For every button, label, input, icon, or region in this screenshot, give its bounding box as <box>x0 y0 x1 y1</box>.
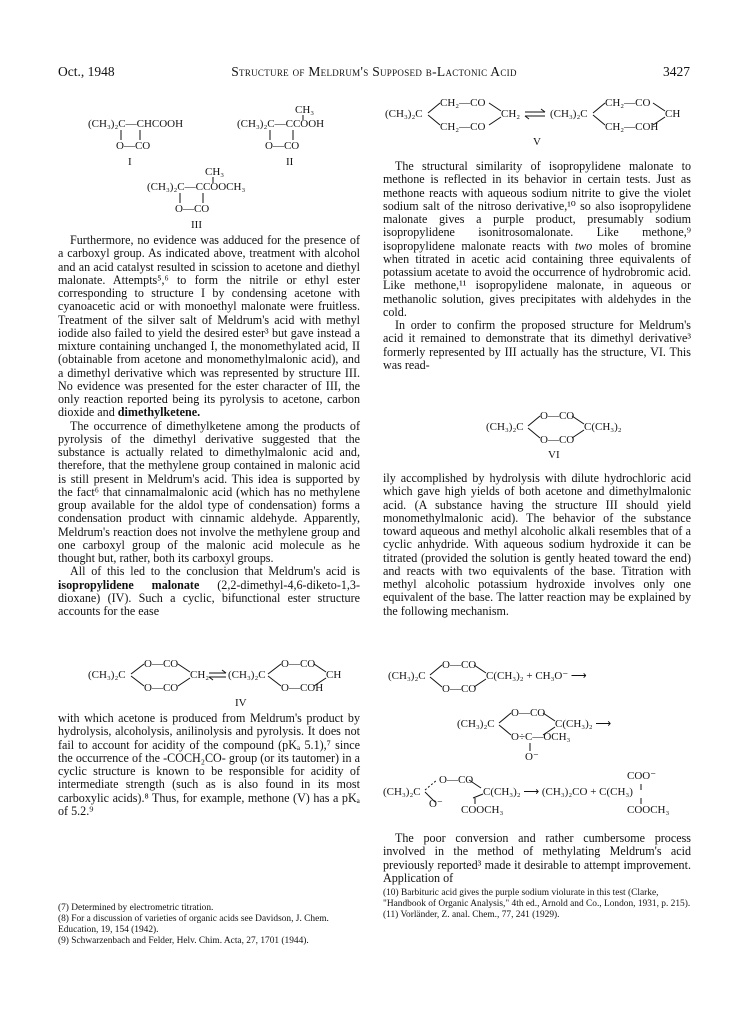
structure-II-methyl: CH₃ <box>295 104 315 116</box>
structure-III-label: III <box>191 219 202 231</box>
paragraph: ily accomplished by hydrolysis with dilute hydrochloric acid which gave high yields of both acetone and dimethylmalonic acid. (A substance having the structure III should yield monomethylmalonic acid). The behavior of the substance toward aqueous and methyl alcoholic alkali resembles that of a cyclic anhydride. With aqueous sodium hydroxide it can be titrated (provided the solution is gently heated toward the end) and reacts with two equivalents of the base. Titration with methyl alcoholic potassium hydroxide involves only one equivalent of the base. The latter reaction may be explained by the following mechanism. <box>383 471 691 618</box>
mechanism-3-prefix: (CH₃)₂C <box>383 786 421 798</box>
mechanism-2-right: C(CH₃)₂ ⟶ <box>555 718 612 730</box>
mechanism-2-prefix: (CH₃)₂C <box>457 718 495 730</box>
structure-V-label: V <box>533 136 541 148</box>
mechanism-1-top: O—CO <box>442 659 477 671</box>
structure-IV-right-bottom: O—COH <box>281 682 324 694</box>
footnote-7: (7) Determined by electrometric titration. <box>58 903 214 913</box>
header-date: Oct., 1948 <box>58 64 115 79</box>
right-column-text-2 <box>383 472 691 618</box>
structure-IV-right-right: CH <box>326 669 342 681</box>
left-column-text-1 <box>58 234 360 618</box>
structure-V-right-top: CH₂—CO <box>605 97 651 109</box>
mechanism-1-bottom: O—CO <box>442 683 477 695</box>
mechanism-2-ominus: O⁻ <box>525 751 539 763</box>
paragraph: In order to confirm the proposed structure for Meldrum's acid it remained to demonstrate that its dimethyl derivative³ formerly represented by III actually has the structure, VI. This was read- <box>383 318 691 372</box>
structure-IV-left-right: CH₂ <box>190 669 210 681</box>
structure-IV-left-prefix: (CH₃)₂C <box>88 669 126 681</box>
structure-III <box>147 166 246 238</box>
paragraph: with which acetone is produced from Meldrum's product by hydrolysis, alcoholysis, anilinolysis and pyrolysis. It does not fail to account for acidity of the compound (pKₐ 5.1),⁷ since the occurrence of the -COCH₂CO- group (or its tautomer) in a cyclic structure is known to be responsible for acidity of intermediate strength (such as is also found in its most carboxylic acids).⁸ Thus, for example, methone (V) has a pKₐ of 5.2.⁹ <box>58 711 360 818</box>
mechanism-1-prefix: (CH₃)₂C <box>388 670 426 682</box>
paragraph: The structural similarity of isopropylidene malonate to methone is reflected in its behavior in certain tests. Just as methone reacts with aqueous sodium nitrite to give the violet sodium salt of the nitroso derivative,¹⁰ so also isopropylidene malonate gives a purple product, presumably sodium isopropylidene isonitrosomalonate. Like methone,⁹ isopropylidene malonate reacts with two moles of bromine when titrated in acetic acid containing three equivalents of potassium acetate to avoid the occurrence of hydrobromic acid. Like methone,¹¹ isopropylidene malonate, in aqueous or methanolic solution, gives precipitates with aldehydes in the cold. <box>383 159 691 319</box>
mechanism-step-2-bonds <box>457 707 697 767</box>
structure-VI-prefix: (CH₃)₂C <box>486 421 524 433</box>
structure-V-left-bottom: CH₂—CO <box>440 121 486 133</box>
structure-III-ring: O—CO <box>175 203 210 215</box>
structure-V-left-right: CH₂ <box>501 108 521 120</box>
structure-IV-right-top: O—CO <box>281 658 316 670</box>
structure-IV-right-prefix: (CH₃)₂C <box>228 669 266 681</box>
structure-IV-left-bottom: O—CO <box>144 682 179 694</box>
mechanism-3-cooch3b: COOCH₃ <box>627 804 670 816</box>
structure-I-formula: (CH₃)₂C—CHCOOH <box>88 118 184 130</box>
footnotes-left <box>58 903 360 947</box>
structure-VI-top: O—CO <box>540 410 575 422</box>
structure-I <box>88 104 184 168</box>
mechanism-step-1 <box>388 659 587 731</box>
running-header <box>58 64 690 82</box>
mechanism-3-cooch3: COOCH₃ <box>461 804 504 816</box>
header-title: Structure of Meldrum's Supposed β-Lactonic Acid <box>231 64 517 79</box>
footnote-10: (10) Barbituric acid gives the purple sodium violurate in this test (Clarke, "Handbook of Organic Analysis," 4th ed., Arnold and Co., London, 1931, p. 215). <box>383 888 691 909</box>
structure-VI-label: VI <box>548 449 560 461</box>
mechanism-3-top: O—CO <box>439 774 474 786</box>
mechanism-3-right: C(CH₃)₂ ⟶ (CH₃)₂CO + C(CH₃) <box>483 786 633 798</box>
left-column-text-2 <box>58 712 360 818</box>
structure-I-ring: O—CO <box>116 140 151 152</box>
footnotes-right <box>383 888 691 921</box>
structure-IV-label: IV <box>235 697 247 709</box>
mechanism-2-bottom: O÷C—OCH₃ <box>511 731 571 743</box>
paragraph: The poor conversion and rather cumbersome process involved in the method of methylating Meldrum's acid previously reported³ made it desirable to attempt improvement. Application of <box>383 831 691 885</box>
mechanism-3-ominus: O⁻ <box>429 798 443 810</box>
structure-V-right-prefix: (CH₃)₂C <box>550 108 588 120</box>
mechanism-3-coo: COO⁻ <box>627 770 657 782</box>
structure-VI-bottom: O—CO <box>540 434 575 446</box>
structure-IV-left-top: O—CO <box>144 658 179 670</box>
structure-I-label: I <box>128 156 132 168</box>
mechanism-1-right: C(CH₃)₂ + CH₃O⁻ ⟶ <box>486 670 587 682</box>
structure-III-methyl: CH₃ <box>205 166 225 178</box>
structure-V-left-prefix: (CH₃)₂C <box>385 108 423 120</box>
footnote-11: (11) Vorländer, Z. anal. Chem., 77, 241 (1929). <box>383 910 560 920</box>
structure-II-formula: (CH₃)₂C—CCOOH <box>237 118 325 130</box>
structure-VI-right: C(CH₃)₂ <box>584 421 622 433</box>
structure-V-right-right: CH <box>665 108 681 120</box>
paragraph: Furthermore, no evidence was adduced for the presence of a carboxyl group. As indicated above, treatment with alcohol and an acid catalyst resulted in scission to acetone and diethyl malonate. Attempts⁵,⁶ to form the nitrile or ethyl ester corresponding to structure I by condensing acetone with cyanoacetic acid or with monoethyl malonate were fruitless. Treatment of the silver salt of Meldrum's acid with methyl iodide also failed to yield the desired ester³ but gave instead a mixture containing unchanged I, the monomethylated acid, II (obtainable from acetone and monomethylmalonic acid), and a dimethyl derivative which was represented by structure III. No evidence was presented for the ester character of III, the only reaction reported being its pyrolysis to acetone, carbon dioxide and dimethylketene. <box>58 233 360 420</box>
right-column-text-1 <box>383 160 691 372</box>
paragraph: All of this led to the conclusion that Meldrum's acid is isopropylidene malonate (2,2-dimethyl-4,6-diketo-1,3-dioxane) (IV). Such a cyclic, bifunctional ester structure accounts for the ease <box>58 564 360 618</box>
structure-V-right-bottom: CH₂—COH <box>605 121 659 133</box>
footnote-9: (9) Schwarzenbach and Felder, Helv. Chim. Acta, 27, 1701 (1944). <box>58 936 309 946</box>
right-column-text-3 <box>383 832 691 885</box>
structure-III-formula: (CH₃)₂C—CCOOCH₃ <box>147 181 246 193</box>
footnote-8: (8) For a discussion of varieties of organic acids see Davidson, J. Chem. Education, 19, 154 (1942). <box>58 914 329 935</box>
structure-II-label: II <box>286 156 294 168</box>
paragraph: The occurrence of dimethylketene among the products of pyrolysis of the dimethyl derivative suggested that the substance is actually related to dimethylmalonic acid and, therefore, that the methylene group contained in malonic acid is still present in Meldrum's acid. This idea is supported by the fact⁶ that cinnamalmalonic acid (which has no methylene group available for the aldol type of condensation) forms a condensation product with cinnamic aldehyde. Apparently, Meldrum's reaction does not involve the methylene group and one carboxyl group of the malonic acid molecule as he thought but, rather, both its carboxyl groups. <box>58 418 360 565</box>
structure-II-ring: O—CO <box>265 140 300 152</box>
mechanism-2-top: O—CO <box>511 707 546 719</box>
structure-V-left-top: CH₂—CO <box>440 97 486 109</box>
structure-I-bonds <box>88 104 208 144</box>
header-page-number: 3427 <box>663 64 690 79</box>
